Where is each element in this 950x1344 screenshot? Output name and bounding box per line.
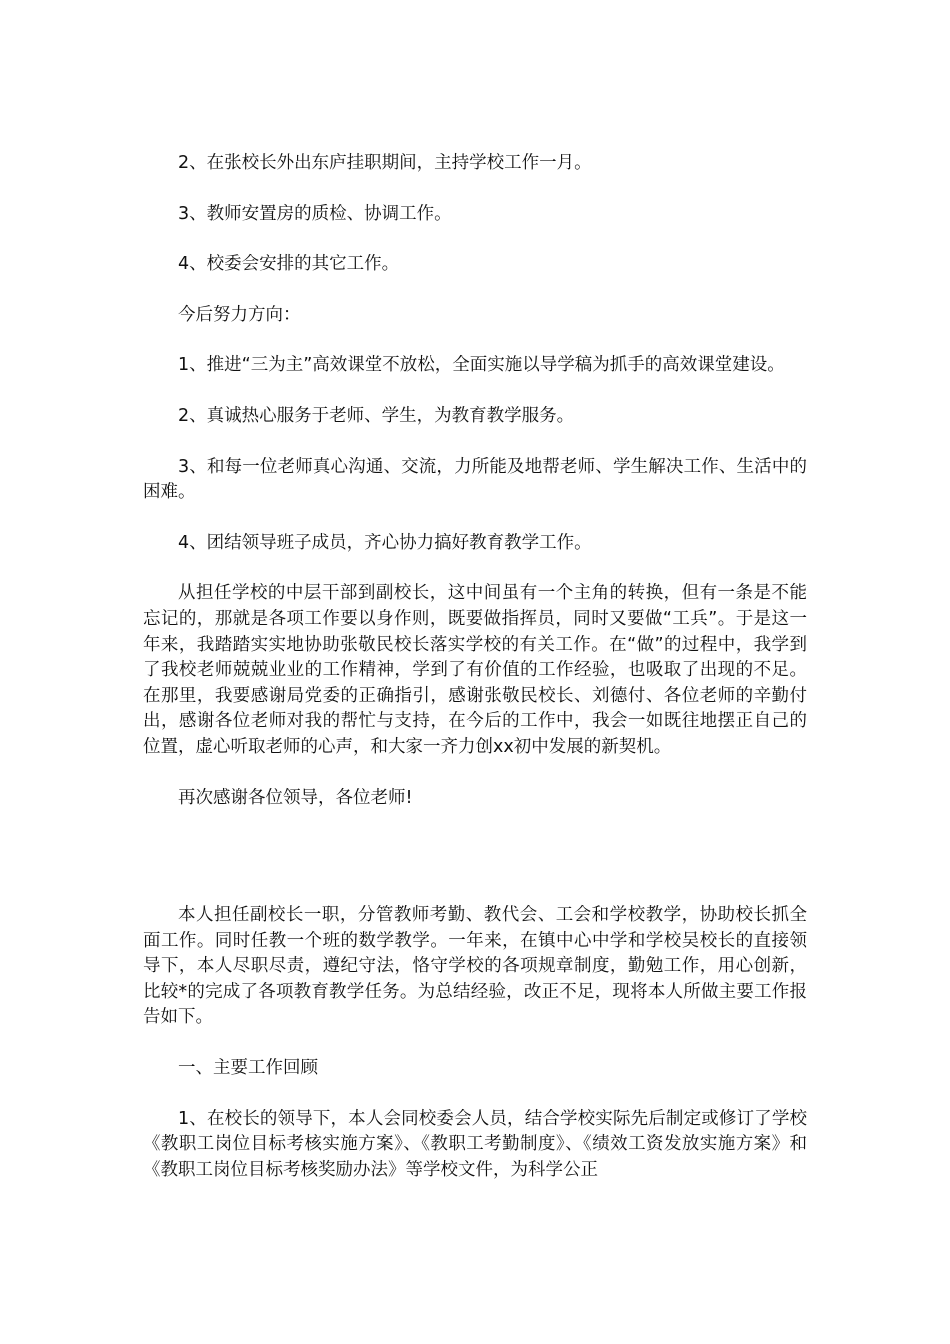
paragraph: 4、校委会安排的其它工作。 [178,254,400,275]
paragraph: 1、推进“三为主”高效课堂不放松，全面实施以导学稿为抓手的高效课堂建设。 [178,355,785,376]
section-heading: 一、主要工作回顾 [178,1058,318,1079]
paragraph: 2、在张校长外出东庐挂职期间，主持学校工作一月。 [178,153,592,173]
section-heading: 今后努力方向： [178,304,301,325]
paragraph: 3、和每一位老师真心沟通、交流，力所能及地帮老师、学生解决工作、生活中的困难。 [143,456,807,503]
paragraph: 再次感谢各位领导，各位老师! [178,787,413,808]
document-body [143,151,807,1183]
paragraph: 从担任学校的中层干部到副校长，这中间虽有一个主角的转换，但有一条是不能忘记的，那就是各项工作要以身作则，既要做指挥员，同时又要做“工兵”。于是这一年来，我踏踏实实地协助张敬民校长落实学校的有关工作。在“做”的过程中，我学到了我校老师兢兢业业的工作精神，学到了有价值的工作经验，也吸取了出现的不足。在那里，我要感谢局党委的正确指引，感谢张敬民校长、刘德付、各位老师的辛勤付出，感谢各位老师对我的帮忙与支持，在今后的工作中，我会一如既往地摆正自己的位置，虚心听取老师的心声，和大家一齐力创xx初中发展的新契机。 [143,583,807,757]
paragraph: 4、团结领导班子成员，齐心协力搞好教育教学工作。 [178,532,592,553]
paragraph: 1、在校长的领导下，本人会同校委会人员，结合学校实际先后制定或修订了学校《教职工岗位目标考核实施方案》、《教职工考勤制度》、《绩效工资发放实施方案》和《教职工岗位目标考核奖励办法》等学校文件，为科学公正 [143,1108,807,1180]
paragraph: 2、真诚热心服务于老师、学生，为教育教学服务。 [178,405,575,426]
paragraph: 3、教师安置房的质检、协调工作。 [178,203,452,224]
paragraph: 本人担任副校长一职，分管教师考勤、教代会、工会和学校教学，协助校长抓全面工作。同时任教一个班的数学教学。一年来，在镇中心中学和学校吴校长的直接领导下，本人尽职尽责，遵纪守法，恪守学校的各项规章制度，勤勉工作，用心创新，比较*的完成了各项教育教学任务。为总结经验，改正不足，现将本人所做主要工作报告如下。 [143,905,807,1028]
